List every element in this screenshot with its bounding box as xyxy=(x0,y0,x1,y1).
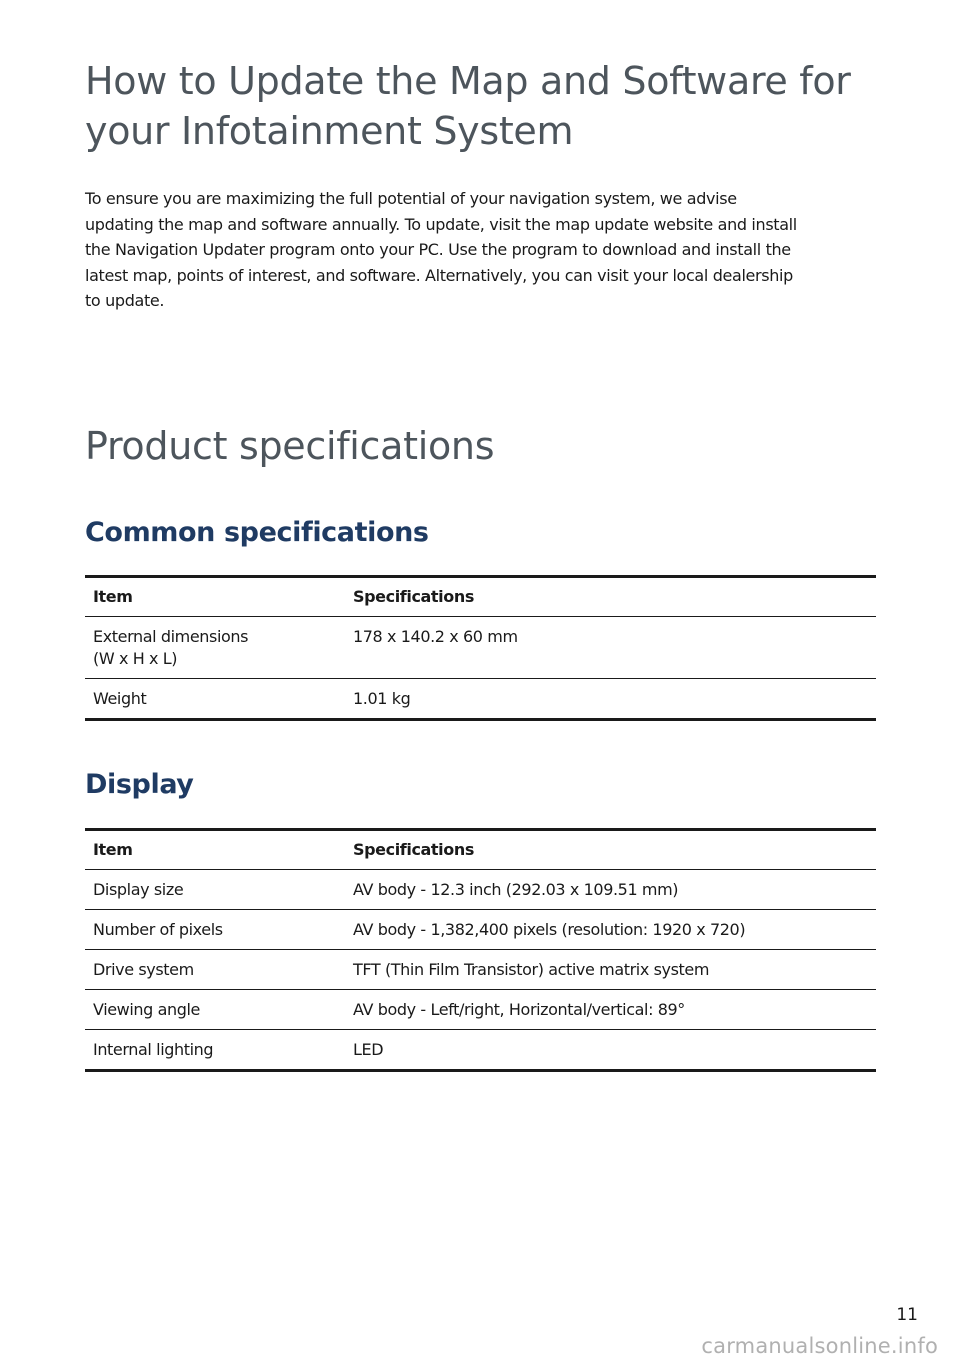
update-section-body xyxy=(85,186,876,314)
item-cell: Display size xyxy=(93,879,184,899)
specification-cell: AV body - 1,382,400 pixels (resolution: 1920 x 720) xyxy=(353,919,746,939)
table-row xyxy=(85,1029,876,1070)
table-row xyxy=(85,909,876,949)
table-row xyxy=(85,869,876,909)
item-cell xyxy=(85,616,345,678)
update-title-line-2: your Infotainment System xyxy=(85,109,574,153)
product-specifications-title: Product specifications xyxy=(85,423,495,468)
watermark: carmanualsonline.info xyxy=(701,1334,938,1358)
update-body-line-1: To ensure you are maximizing the full potential of your navigation system, we advise xyxy=(85,189,737,208)
update-title-line-1: How to Update the Map and Software for xyxy=(85,59,851,103)
table-header-row xyxy=(85,576,876,616)
item-cell: Number of pixels xyxy=(93,919,223,939)
table-row xyxy=(85,989,876,1029)
specification-cell: 178 x 140.2 x 60 mm xyxy=(353,626,518,646)
item-cell: Weight xyxy=(93,688,147,708)
table-header-row xyxy=(85,829,876,869)
table-row xyxy=(85,678,876,719)
update-section-title xyxy=(85,56,876,156)
display-heading: Display xyxy=(85,768,194,800)
item-label-line-2: (W x H x L) xyxy=(93,648,178,668)
column-header-item: Item xyxy=(93,839,133,859)
specification-cell: LED xyxy=(353,1039,384,1059)
specification-cell: 1.01 kg xyxy=(353,688,411,708)
item-cell: Viewing angle xyxy=(93,999,200,1019)
item-cell: Internal lighting xyxy=(93,1039,214,1059)
common-specifications-table xyxy=(85,575,876,721)
update-body-line-2: updating the map and software annually. To update, visit the map update website and install xyxy=(85,214,797,234)
column-header-specifications: Specifications xyxy=(353,586,474,606)
update-body-line-5: to update. xyxy=(85,291,165,310)
column-header-specifications: Specifications xyxy=(353,839,474,859)
item-label-line-1: External dimensions xyxy=(93,626,249,646)
table-row xyxy=(85,616,876,678)
page-number: 11 xyxy=(896,1305,918,1325)
update-body-line-4: latest map, points of interest, and software. Alternatively, you can visit your local dealership xyxy=(85,265,793,285)
common-specifications-heading: Common specifications xyxy=(85,516,429,548)
column-header-item: Item xyxy=(93,586,133,606)
item-cell: Drive system xyxy=(93,959,194,979)
specification-cell: AV body - Left/right, Horizontal/vertical: 89° xyxy=(353,999,685,1019)
update-body-line-3: the Navigation Updater program onto your PC. Use the program to download and install the xyxy=(85,240,791,259)
display-specifications-table xyxy=(85,828,876,1072)
specification-cell: AV body - 12.3 inch (292.03 x 109.51 mm) xyxy=(353,879,679,899)
specification-cell: TFT (Thin Film Transistor) active matrix system xyxy=(353,959,710,979)
table-row xyxy=(85,949,876,989)
manual-page xyxy=(85,56,876,1072)
